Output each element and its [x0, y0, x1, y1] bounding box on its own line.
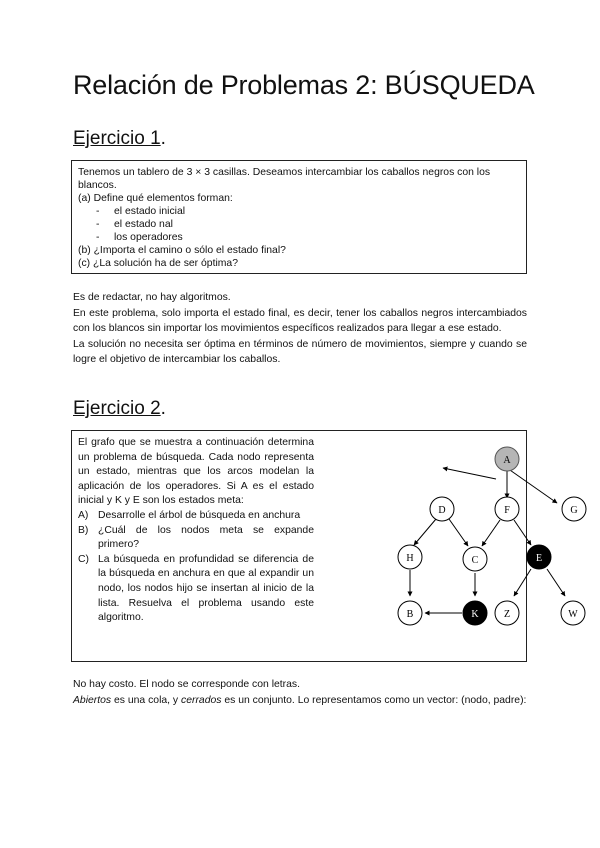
graph-node-k: [463, 601, 487, 625]
statement-item-a: (a) Define qué elementos forman:: [78, 193, 233, 204]
svg-text:K: K: [471, 609, 479, 620]
edge-f-c: [482, 520, 500, 546]
graph-node-c: [463, 547, 487, 571]
svg-text:C: C: [471, 555, 479, 566]
statement-item-b: [78, 524, 314, 553]
graph-node-d: [430, 497, 454, 521]
exercise-2-statement-box: [71, 430, 578, 662]
edge-d-h: [414, 519, 436, 545]
edge-f-e: [514, 520, 531, 545]
edge-e-w: [547, 569, 565, 596]
dash: -: [96, 206, 100, 217]
statement-intro: El grafo que se muestra a continuación determina un problema de búsqueda. Cada nodo representa un estado, mientras que los arcos modelan la aplicación de los operadores. Si A es el estado inicial y K y E son los estados meta:: [78, 437, 314, 507]
subitem-text: el estado nal: [114, 219, 173, 230]
text-fragment: es un conjunto. Lo representamos como un vector: (nodo, padre):: [221, 694, 527, 706]
text-fragment: es una cola, y: [111, 694, 182, 706]
exercise-1-heading-dot: .: [160, 128, 166, 149]
graph-node-a: [495, 447, 519, 471]
term-cerrados: cerrados: [181, 694, 222, 706]
svg-text:E: E: [535, 553, 543, 564]
graph-node-h: [398, 545, 422, 569]
edge-d-a: [443, 468, 496, 479]
dash: -: [96, 232, 100, 243]
svg-text:W: W: [568, 609, 578, 620]
edge-a-g: [507, 468, 557, 503]
subitem-text: el estado inicial: [114, 206, 186, 217]
svg-text:B: B: [406, 609, 414, 620]
answer-paragraph-1: Es de redactar, no hay algoritmos.: [73, 292, 231, 303]
statement-subitem-1: [78, 205, 520, 218]
svg-text:Z: Z: [503, 609, 511, 620]
statement-item-b: (b) ¿Importa el camino o sólo el estado final?: [78, 245, 286, 256]
statement-line-1: Tenemos un tablero de 3 × 3 casillas. Deseamos intercambiar los caballos negros con los: [78, 167, 491, 178]
svg-text:G: G: [570, 505, 578, 516]
item-text: Desarrolle el árbol de búsqueda en anchura: [98, 509, 301, 521]
graph-node-z: [495, 601, 519, 625]
answer-paragraph-1: No hay costo. El nodo se corresponde con letras.: [73, 679, 300, 690]
item-text: La búsqueda en profundidad se diferencia de la búsqueda en anchura en que al expandir un nodo, los nodos hijo se insertan al inicio de la lista. Resuelva el problema usando este algoritmo.: [98, 553, 314, 624]
svg-text:H: H: [406, 553, 414, 564]
exercise-2-answer: [73, 677, 527, 708]
graph-node-e: [527, 545, 551, 569]
graph-node-g: [562, 497, 586, 521]
svg-text:F: F: [504, 505, 510, 516]
exercise-1-heading-text: Ejercicio 1: [73, 128, 161, 149]
statement-item-c: [78, 553, 314, 626]
statement-item-a: [78, 509, 314, 524]
edge-e-z: [514, 569, 531, 596]
graph-node-w: [561, 601, 585, 625]
exercise-1-heading: [73, 128, 166, 150]
page-title: Relación de Problemas 2: BÚSQUEDA: [73, 70, 535, 100]
answer-paragraph-3: La solución no necesita ser óptima en términos de número de movimientos, siempre y cuando se logre el objetivo de intercambiar los caballos.: [73, 338, 527, 365]
term-abiertos: Abiertos: [73, 694, 112, 706]
statement-subitem-2: [78, 218, 520, 231]
item-text: ¿Cuál de los nodos meta se expande primero?: [98, 524, 314, 551]
exercise-1-statement-box: [71, 160, 527, 274]
statement-subitem-3: [78, 231, 520, 244]
item-label: C): [78, 553, 89, 565]
exercise-2-heading-text: Ejercicio 2: [73, 398, 161, 419]
svg-text:D: D: [438, 505, 446, 516]
exercise-2-statement-text: [78, 436, 314, 626]
statement-item-c: (c) ¿La solución ha de ser óptima?: [78, 258, 238, 269]
exercise-2-heading: [73, 398, 166, 420]
subitem-text: los operadores: [114, 232, 183, 243]
item-label: A): [78, 509, 89, 521]
graph-node-f: [495, 497, 519, 521]
exercise-2-heading-dot: .: [160, 398, 166, 419]
graph-node-b: [398, 601, 422, 625]
answer-paragraph-2: En este problema, solo importa el estado final, es decir, tener los caballos negros intercambiados con los blancos sin importar los movimientos específicos realizados para llegar a ese estado.: [73, 307, 527, 334]
answer-paragraph-2: [73, 693, 527, 709]
statement-line-2: blancos.: [78, 180, 117, 191]
item-label: B): [78, 524, 89, 536]
svg-text:A: A: [503, 455, 511, 466]
exercise-1-answer: [73, 290, 527, 368]
edge-d-c: [449, 519, 468, 546]
search-graph: [324, 439, 578, 625]
dash: -: [96, 219, 100, 230]
